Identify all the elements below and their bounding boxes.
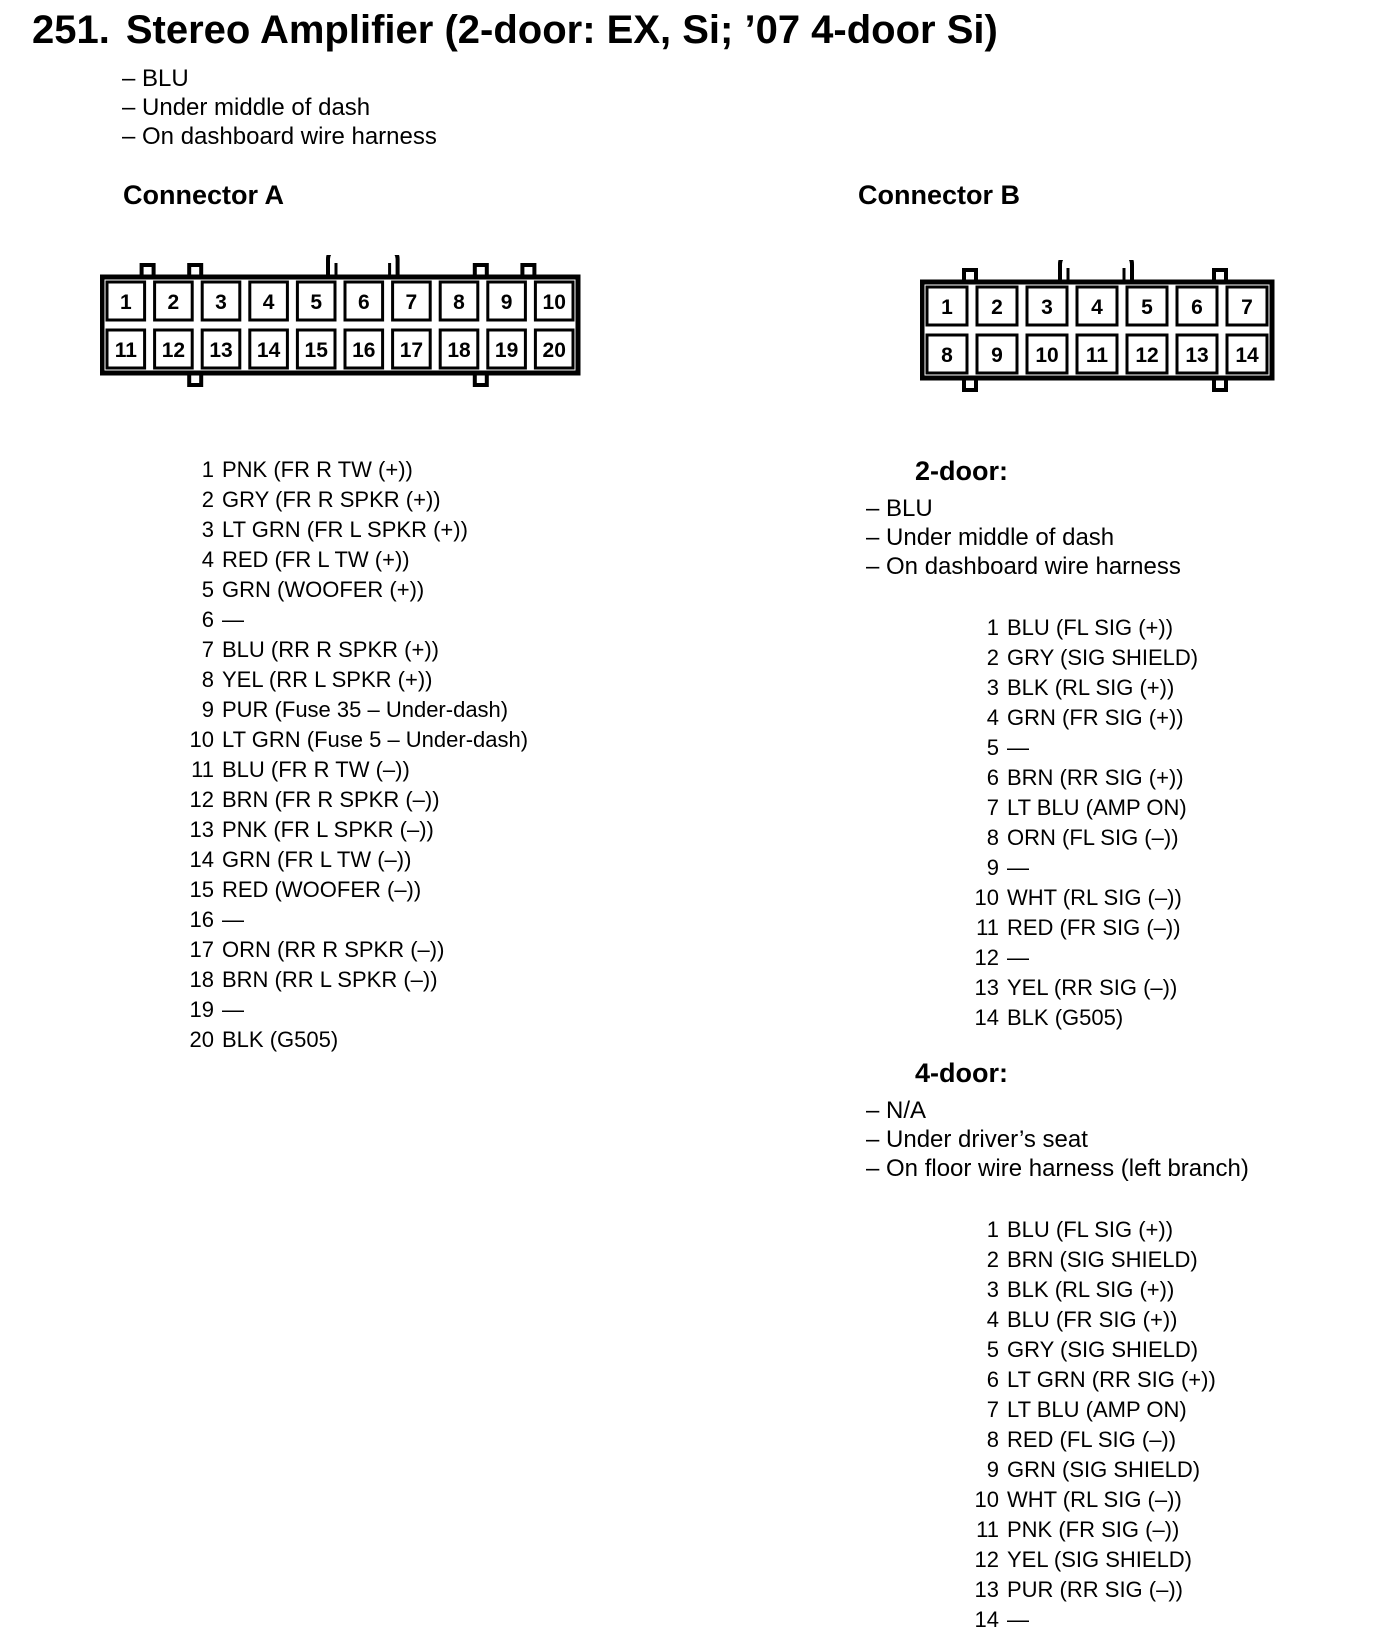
pin-number: 12 <box>189 787 214 812</box>
pin-row <box>965 853 1198 883</box>
connector-b-diagram <box>920 260 1290 420</box>
pin-number: 13 <box>189 817 214 842</box>
pin-row <box>180 785 528 815</box>
page-title <box>32 8 998 53</box>
pin-number: 8 <box>986 1427 999 1452</box>
pin-number: 3 <box>201 517 214 542</box>
pin-cell-number: 14 <box>256 339 281 362</box>
pin-cell-number: 19 <box>494 339 519 362</box>
pin-row <box>180 545 528 575</box>
pin-number: 4 <box>201 547 214 572</box>
pin-row <box>180 725 528 755</box>
pin-cell-number: 11 <box>1085 344 1109 367</box>
location-line: – Under middle of dash <box>122 94 371 121</box>
pin-row <box>965 793 1198 823</box>
pin-cell-number: 17 <box>399 339 424 362</box>
pin-row <box>180 1025 528 1055</box>
pin-row <box>180 605 528 635</box>
pin-row <box>965 613 1198 643</box>
location-line: – N/A <box>866 1097 927 1124</box>
pin-description: LT GRN (RR SIG (+)) <box>1007 1367 1216 1392</box>
pin-number: 3 <box>986 1277 999 1302</box>
pin-cell-number: 10 <box>1035 344 1059 367</box>
pin-row <box>965 1245 1216 1275</box>
location-line: – On dashboard wire harness <box>122 123 437 150</box>
two-door-location <box>866 494 1181 581</box>
pin-row <box>965 913 1198 943</box>
pin-description: LT GRN (FR L SPKR (+)) <box>222 517 468 542</box>
pin-description: YEL (RR SIG (–)) <box>1007 975 1178 1000</box>
pin-cell-number: 15 <box>304 339 328 362</box>
pin-number: 10 <box>189 727 214 752</box>
connector-a-face <box>100 255 620 415</box>
pin-row <box>965 1485 1216 1515</box>
pin-number: 15 <box>189 877 214 902</box>
pin-description: BLU (FL SIG (+)) <box>1007 615 1174 640</box>
pin-description: BLK (RL SIG (+)) <box>1007 675 1175 700</box>
pin-description: ORN (RR R SPKR (–)) <box>222 937 445 962</box>
pin-number: 20 <box>189 1027 214 1052</box>
pin-number: 14 <box>189 847 214 872</box>
pin-description: GRN (SIG SHIELD) <box>1007 1457 1201 1482</box>
pin-number: 10 <box>974 885 999 910</box>
pin-number: 4 <box>986 705 999 730</box>
pin-description: BLK (G505) <box>222 1027 339 1052</box>
pin-number: 2 <box>201 487 214 512</box>
pin-description: PUR (Fuse 35 – Under-dash) <box>222 697 509 722</box>
connector-lock <box>1060 260 1132 282</box>
pin-cell-number: 7 <box>1241 296 1253 319</box>
pin-description: — <box>222 997 244 1022</box>
pin-cell-number: 6 <box>1191 296 1203 319</box>
pin-description: — <box>222 907 244 932</box>
location-line: – Under middle of dash <box>866 524 1115 551</box>
pin-row <box>965 1395 1216 1425</box>
location-line: – On floor wire harness (left branch) <box>866 1155 1249 1182</box>
pin-number: 14 <box>974 1005 999 1030</box>
pin-description: GRY (FR R SPKR (+)) <box>222 487 441 512</box>
pin-description: — <box>1007 945 1029 970</box>
pin-description: BRN (RR SIG (+)) <box>1007 765 1184 790</box>
pin-row <box>180 485 528 515</box>
pin-number: 12 <box>974 1547 999 1572</box>
location-line: – BLU <box>122 65 189 92</box>
pin-row <box>965 1003 1198 1033</box>
pin-description: PNK (FR SIG (–)) <box>1007 1517 1180 1542</box>
pin-number: 18 <box>189 967 214 992</box>
pin-cell-number: 7 <box>405 291 418 314</box>
pin-description: GRY (SIG SHIELD) <box>1007 1337 1199 1362</box>
pin-row <box>965 1365 1216 1395</box>
connector-b-heading: Connector B <box>858 180 1020 210</box>
pin-description: BLK (G505) <box>1007 1005 1124 1030</box>
connector-a-heading: Connector A <box>123 180 284 210</box>
pin-row <box>965 1305 1216 1335</box>
pin-description: LT GRN (Fuse 5 – Under-dash) <box>222 727 529 752</box>
pin-cell-number: 2 <box>991 296 1003 319</box>
pin-number: 6 <box>986 1367 999 1392</box>
pin-description: — <box>1007 735 1029 760</box>
pin-description: RED (FL SIG (–)) <box>1007 1427 1177 1452</box>
pin-cell-number: 6 <box>357 291 370 314</box>
pin-row <box>180 815 528 845</box>
pin-number: 6 <box>201 607 214 632</box>
two-door-pin-list <box>965 613 1198 1033</box>
pin-cell-number: 10 <box>542 291 566 314</box>
pin-cell-number: 4 <box>1091 296 1103 319</box>
component-location <box>122 64 437 151</box>
pin-cell-number: 3 <box>1041 296 1053 319</box>
pin-row <box>965 763 1198 793</box>
pin-number: 9 <box>986 1457 999 1482</box>
pin-cell-number: 13 <box>1185 344 1209 367</box>
pin-number: 13 <box>974 975 999 1000</box>
pin-number: 8 <box>201 667 214 692</box>
pin-row <box>965 1455 1216 1485</box>
pin-row <box>965 1335 1216 1365</box>
pin-number: 7 <box>986 795 999 820</box>
pin-cell-number: 12 <box>161 339 186 362</box>
pin-row <box>180 755 528 785</box>
pin-description: GRN (WOOFER (+)) <box>222 577 425 602</box>
four-door-heading: 4-door: <box>915 1058 1008 1088</box>
pin-row <box>965 823 1198 853</box>
pin-description: PUR (RR SIG (–)) <box>1007 1577 1183 1602</box>
pin-cell-number: 12 <box>1135 344 1159 367</box>
pin-row <box>965 1515 1216 1545</box>
pin-row <box>965 973 1198 1003</box>
four-door-pin-list <box>965 1215 1216 1635</box>
pin-number: 17 <box>189 937 214 962</box>
pin-description: BRN (RR L SPKR (–)) <box>222 967 438 992</box>
location-line: – BLU <box>866 495 933 522</box>
pin-description: GRY (SIG SHIELD) <box>1007 645 1199 670</box>
pin-row <box>965 1425 1216 1455</box>
component-number: 251. <box>32 8 110 52</box>
pin-row <box>180 575 528 605</box>
pin-description: BLU (FL SIG (+)) <box>1007 1217 1174 1242</box>
pin-cell-number: 16 <box>352 339 376 362</box>
pin-number: 7 <box>201 637 214 662</box>
pin-row <box>965 643 1198 673</box>
pin-cell-number: 20 <box>542 339 566 362</box>
pin-row <box>180 875 528 905</box>
pin-cell-number: 1 <box>119 291 132 314</box>
pin-row <box>180 695 528 725</box>
pin-cell-number: 14 <box>1235 344 1259 367</box>
connector-b-face <box>920 260 1290 420</box>
pin-description: RED (FR L TW (+)) <box>222 547 410 572</box>
pin-number: 10 <box>974 1487 999 1512</box>
pin-row <box>180 665 528 695</box>
pin-number: 11 <box>976 1517 999 1542</box>
pin-row <box>180 635 528 665</box>
pin-description: BLK (RL SIG (+)) <box>1007 1277 1175 1302</box>
pin-description: PNK (FR R TW (+)) <box>222 457 413 482</box>
pin-description: YEL (RR L SPKR (+)) <box>222 667 433 692</box>
pin-cell-number: 5 <box>1141 296 1153 319</box>
pin-number: 11 <box>191 757 214 782</box>
pin-number: 14 <box>974 1607 999 1632</box>
pin-description: GRN (FR L TW (–)) <box>222 847 412 872</box>
pin-description: — <box>1007 855 1029 880</box>
pin-description: ORN (FL SIG (–)) <box>1007 825 1179 850</box>
location-line: – Under driver’s seat <box>866 1126 1088 1153</box>
pin-description: WHT (RL SIG (–)) <box>1007 1487 1182 1512</box>
pin-description: BRN (FR R SPKR (–)) <box>222 787 440 812</box>
pin-description: BLU (FR SIG (+)) <box>1007 1307 1178 1332</box>
pin-number: 8 <box>986 825 999 850</box>
pin-cell-number: 4 <box>262 291 275 314</box>
pin-cell-number: 3 <box>215 291 227 314</box>
pin-number: 2 <box>986 1247 999 1272</box>
pin-number: 3 <box>986 675 999 700</box>
pin-row <box>965 703 1198 733</box>
pin-description: WHT (RL SIG (–)) <box>1007 885 1182 910</box>
pin-number: 6 <box>986 765 999 790</box>
pin-number: 2 <box>986 645 999 670</box>
pin-number: 1 <box>986 1217 999 1242</box>
pin-number: 16 <box>189 907 214 932</box>
pin-row <box>965 883 1198 913</box>
pin-number: 5 <box>986 735 999 760</box>
pin-number: 7 <box>986 1397 999 1422</box>
pin-number: 9 <box>986 855 999 880</box>
pin-description: RED (FR SIG (–)) <box>1007 915 1181 940</box>
pin-cell-number: 13 <box>209 339 233 362</box>
pin-row <box>965 1215 1216 1245</box>
pin-row <box>965 733 1198 763</box>
component-title: Stereo Amplifier (2-door: EX, Si; ’07 4-door Si) <box>125 8 998 52</box>
pin-number: 9 <box>201 697 214 722</box>
pin-description: RED (WOOFER (–)) <box>222 877 422 902</box>
pin-row <box>965 1545 1216 1575</box>
pin-number: 1 <box>986 615 999 640</box>
pin-number: 13 <box>974 1577 999 1602</box>
pin-row <box>180 845 528 875</box>
location-line: – On dashboard wire harness <box>866 553 1181 580</box>
pin-cell-number: 8 <box>453 291 465 314</box>
pin-cell-number: 2 <box>167 291 180 314</box>
pin-row <box>965 673 1198 703</box>
pin-cell-number: 11 <box>114 339 137 362</box>
pin-number: 12 <box>974 945 999 970</box>
pin-row <box>965 1275 1216 1305</box>
connector-lock <box>328 255 398 277</box>
connector-a-diagram <box>100 255 620 415</box>
pin-description: LT BLU (AMP ON) <box>1007 1397 1187 1422</box>
pin-description: — <box>1007 1607 1029 1632</box>
pin-description: YEL (SIG SHIELD) <box>1007 1547 1193 1572</box>
pin-description: LT BLU (AMP ON) <box>1007 795 1187 820</box>
pin-number: 11 <box>976 915 999 940</box>
pin-number: 5 <box>986 1337 999 1362</box>
four-door-location <box>866 1096 1249 1183</box>
pin-description: PNK (FR L SPKR (–)) <box>222 817 434 842</box>
pin-row <box>965 1605 1216 1635</box>
pin-cell-number: 5 <box>310 291 323 314</box>
pin-row <box>180 965 528 995</box>
two-door-heading: 2-door: <box>915 456 1008 486</box>
pin-row <box>180 905 528 935</box>
pin-cell-number: 9 <box>991 344 1003 367</box>
pin-row <box>180 935 528 965</box>
pin-row <box>965 943 1198 973</box>
pin-cell-number: 9 <box>500 291 513 314</box>
pin-number: 19 <box>189 997 214 1022</box>
pin-row <box>180 995 528 1025</box>
pin-description: — <box>222 607 244 632</box>
pin-row <box>180 455 528 485</box>
pin-description: GRN (FR SIG (+)) <box>1007 705 1184 730</box>
pin-number: 5 <box>201 577 214 602</box>
pin-description: BRN (SIG SHIELD) <box>1007 1247 1198 1272</box>
pin-cell-number: 18 <box>447 339 471 362</box>
pin-cell-number: 8 <box>941 344 953 367</box>
pin-row <box>180 515 528 545</box>
pin-description: BLU (RR R SPKR (+)) <box>222 637 439 662</box>
pin-description: BLU (FR R TW (–)) <box>222 757 410 782</box>
pin-number: 4 <box>986 1307 999 1332</box>
pin-row <box>965 1575 1216 1605</box>
pin-cell-number: 1 <box>941 296 953 319</box>
connector-a-pin-list <box>180 455 528 1055</box>
pin-number: 1 <box>201 457 214 482</box>
